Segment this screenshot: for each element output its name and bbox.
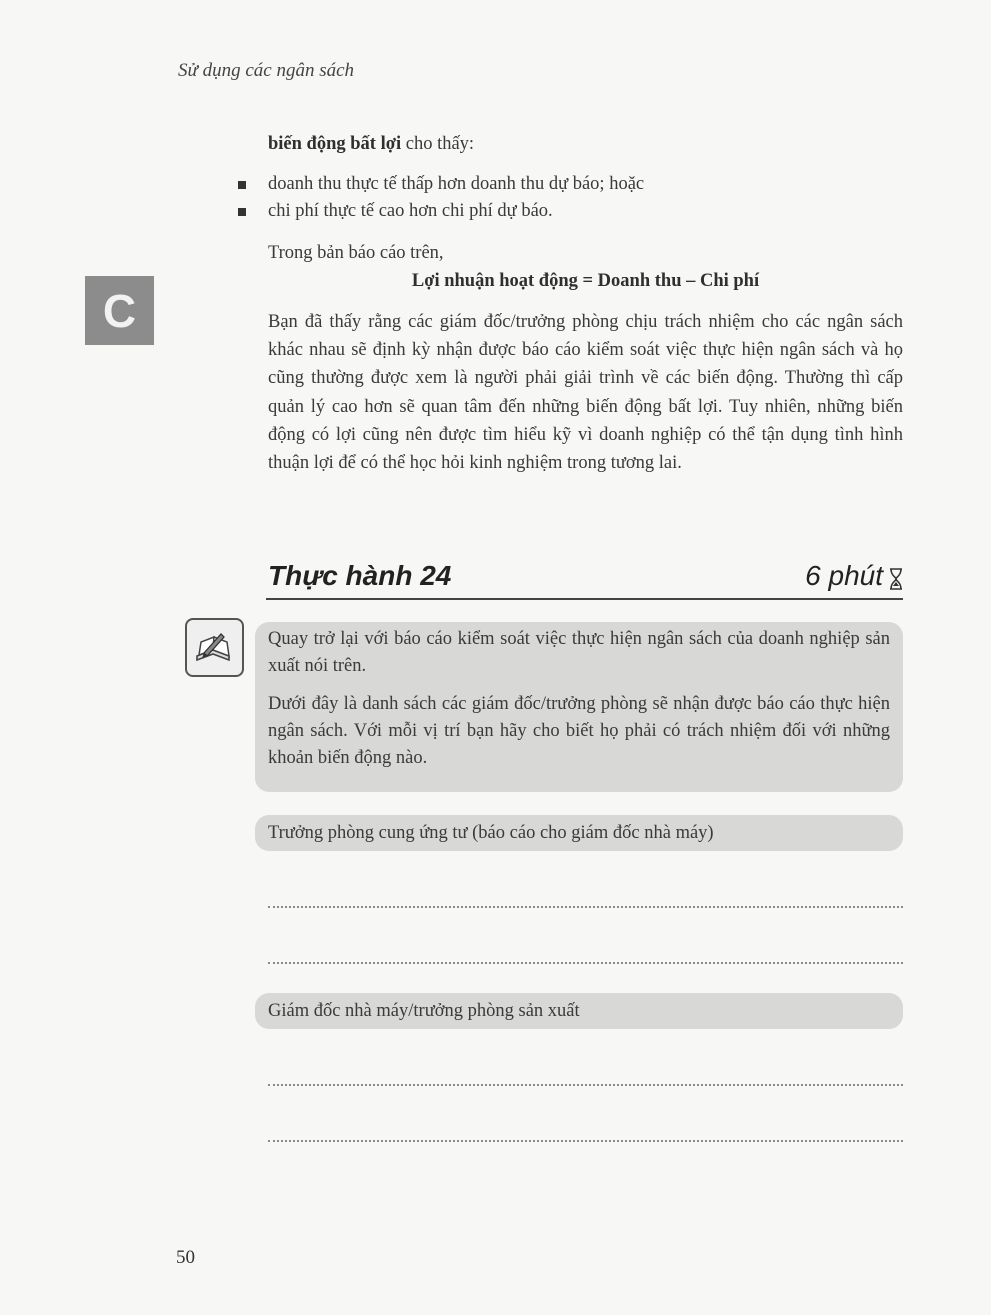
intro-rest: cho thấy: [401, 134, 475, 154]
bullet-square-icon [238, 208, 246, 216]
role-label [255, 815, 903, 851]
list-item: chi phí thực tế cao hơn chi phí dự báo. [238, 198, 888, 225]
exercise-heading [266, 556, 903, 600]
section-tab: C [85, 276, 154, 345]
answer-line[interactable] [268, 962, 903, 964]
exercise-title: Thực hành 24 [268, 560, 452, 591]
answer-line[interactable] [268, 1084, 903, 1086]
page-number: 50 [176, 1247, 195, 1268]
hourglass-icon [889, 568, 903, 590]
answer-line[interactable] [268, 1140, 903, 1142]
role-label-text: Giám đốc nhà máy/trưởng phòng sản xuất [268, 1000, 580, 1021]
exercise-time: 6 phút [805, 560, 883, 591]
instruction-box [255, 622, 903, 792]
role-label [255, 993, 903, 1029]
answer-line[interactable] [268, 906, 903, 908]
intro-bold-term: biến động bất lợi [268, 134, 402, 154]
intro-line [268, 131, 908, 158]
profit-formula: Lợi nhuận hoạt động = Doanh thu – Chi phí [411, 271, 760, 291]
list-item: doanh thu thực tế thấp hơn doanh thu dự báo; hoặc [238, 171, 888, 198]
instruction-1: Quay trở lại với báo cáo kiểm soát việc thực hiện ngân sách của doanh nghiệp sản xuất nói trên. [268, 629, 890, 676]
role-label-text: Trưởng phòng cung ứng tư (báo cáo cho giám đốc nhà máy) [268, 822, 714, 843]
bullet-square-icon [238, 181, 246, 189]
report-intro-paragraph: Trong bản báo cáo trên, [268, 243, 444, 263]
running-header: Sử dụng các ngân sách [178, 60, 355, 81]
bullet-list [238, 171, 888, 225]
book-pencil-icon [185, 618, 244, 677]
main-paragraph: Bạn đã thấy rằng các giám đốc/trưởng phòng chịu trách nhiệm cho các ngân sách khác nhau sẽ định kỳ nhận được báo cáo kiểm soát việc thực hiện ngân sách và họ cũng thường được xem là người phải giải trình về các biến động. Thường thì cấp quản lý cao hơn sẽ quan tâm đến những biến động bất lợi. Tuy nhiên, những biến động có lợi cũng nên được tìm hiểu kỹ vì doanh nghiệp có thể tận dụng tình hình thuận lợi để có thể học hỏi kinh nghiệm trong tương lai. [268, 312, 903, 474]
instruction-2: Dưới đây là danh sách các giám đốc/trưởng phòng sẽ nhận được báo cáo thực hiện ngân sách. Với mỗi vị trí bạn hãy cho biết họ phải có trách nhiệm đối với những khoản biến động nào. [268, 694, 890, 768]
